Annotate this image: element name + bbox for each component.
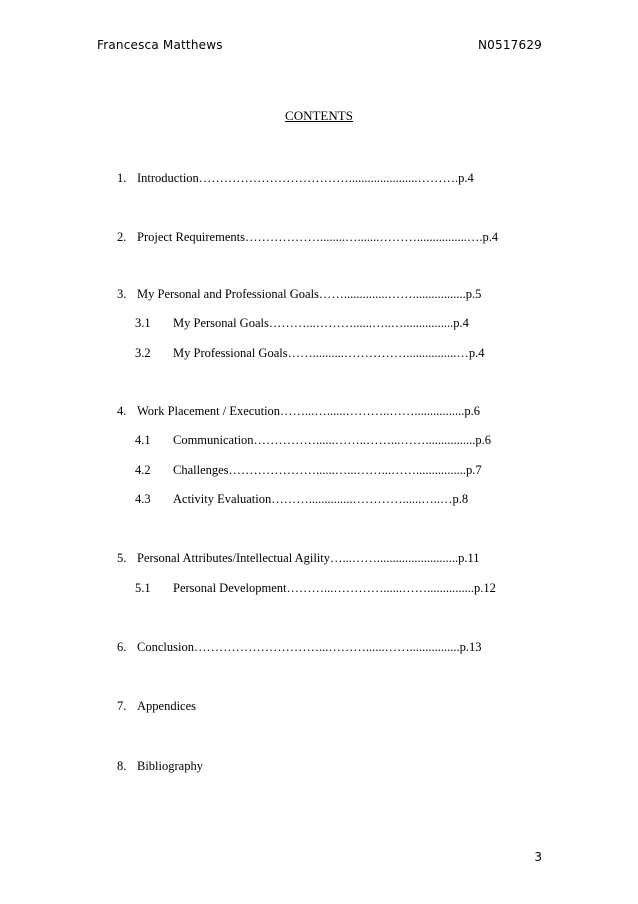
toc-number: 8. (117, 759, 127, 773)
page-number: 3 (534, 850, 542, 864)
toc-text: Introduction………………………………......................……….p.4 (137, 171, 474, 185)
toc-number: 7. (117, 699, 127, 713)
toc-number: 4.3 (135, 492, 151, 506)
toc-number: 4.1 (135, 433, 151, 447)
toc-entry-introduction (117, 170, 474, 186)
toc-number: 3. (117, 287, 127, 301)
toc-text: Conclusion…………………………...………......……................p.13 (137, 640, 482, 654)
toc-text: Personal Development………...…………......……...............p.12 (173, 581, 496, 595)
toc-text: Personal Attributes/Intellectual Agility…...……..........................p.11 (137, 551, 480, 565)
toc-entry-challenges (135, 462, 482, 478)
toc-entry-goals (117, 286, 481, 302)
toc-text: Work Placement / Execution……...…......………..……................p.6 (137, 404, 481, 418)
toc-entry-professional-goals (135, 345, 484, 361)
toc-number: 1. (117, 171, 127, 185)
toc-entry-personal-attributes (117, 550, 480, 566)
header-student-id: N0517629 (477, 38, 542, 52)
toc-text: Challenges…………………......…...……...……................p.7 (173, 463, 482, 477)
toc-entry-activity-evaluation (135, 491, 468, 507)
toc-number: 5.1 (135, 581, 151, 595)
toc-number: 4. (117, 404, 127, 418)
toc-number: 3.2 (135, 346, 151, 360)
toc-entry-personal-development (135, 580, 496, 596)
toc-entry-bibliography (117, 758, 203, 774)
toc-entry-work-placement (117, 403, 480, 419)
toc-text: Activity Evaluation………..............…………......…..…p.8 (173, 492, 469, 506)
toc-text: Communication……………......……..……...……................p.6 (173, 433, 492, 447)
toc-text: My Personal and Professional Goals……..............…….................p.5 (137, 287, 482, 301)
toc-entry-appendices (117, 698, 196, 714)
toc-text: My Professional Goals……..........……………................…p.4 (173, 346, 485, 360)
toc-text: Project Requirements………………........….......………................….p.4 (137, 230, 499, 244)
toc-number: 3.1 (135, 316, 151, 330)
page-title: CONTENTS (285, 108, 353, 123)
toc-number: 6. (117, 640, 127, 654)
toc-number: 2. (117, 230, 127, 244)
toc-entry-project-requirements (117, 229, 498, 245)
toc-text: Appendices (137, 699, 197, 713)
toc-number: 4.2 (135, 463, 151, 477)
toc-entry-conclusion (117, 639, 481, 655)
toc-text: My Personal Goals………...………......…..…................p.4 (173, 316, 469, 330)
toc-text: Bibliography (137, 759, 203, 773)
toc-number: 5. (117, 551, 127, 565)
header-author: Francesca Matthews (97, 38, 223, 52)
toc-entry-communication (135, 432, 491, 448)
toc-entry-personal-goals (135, 315, 469, 331)
